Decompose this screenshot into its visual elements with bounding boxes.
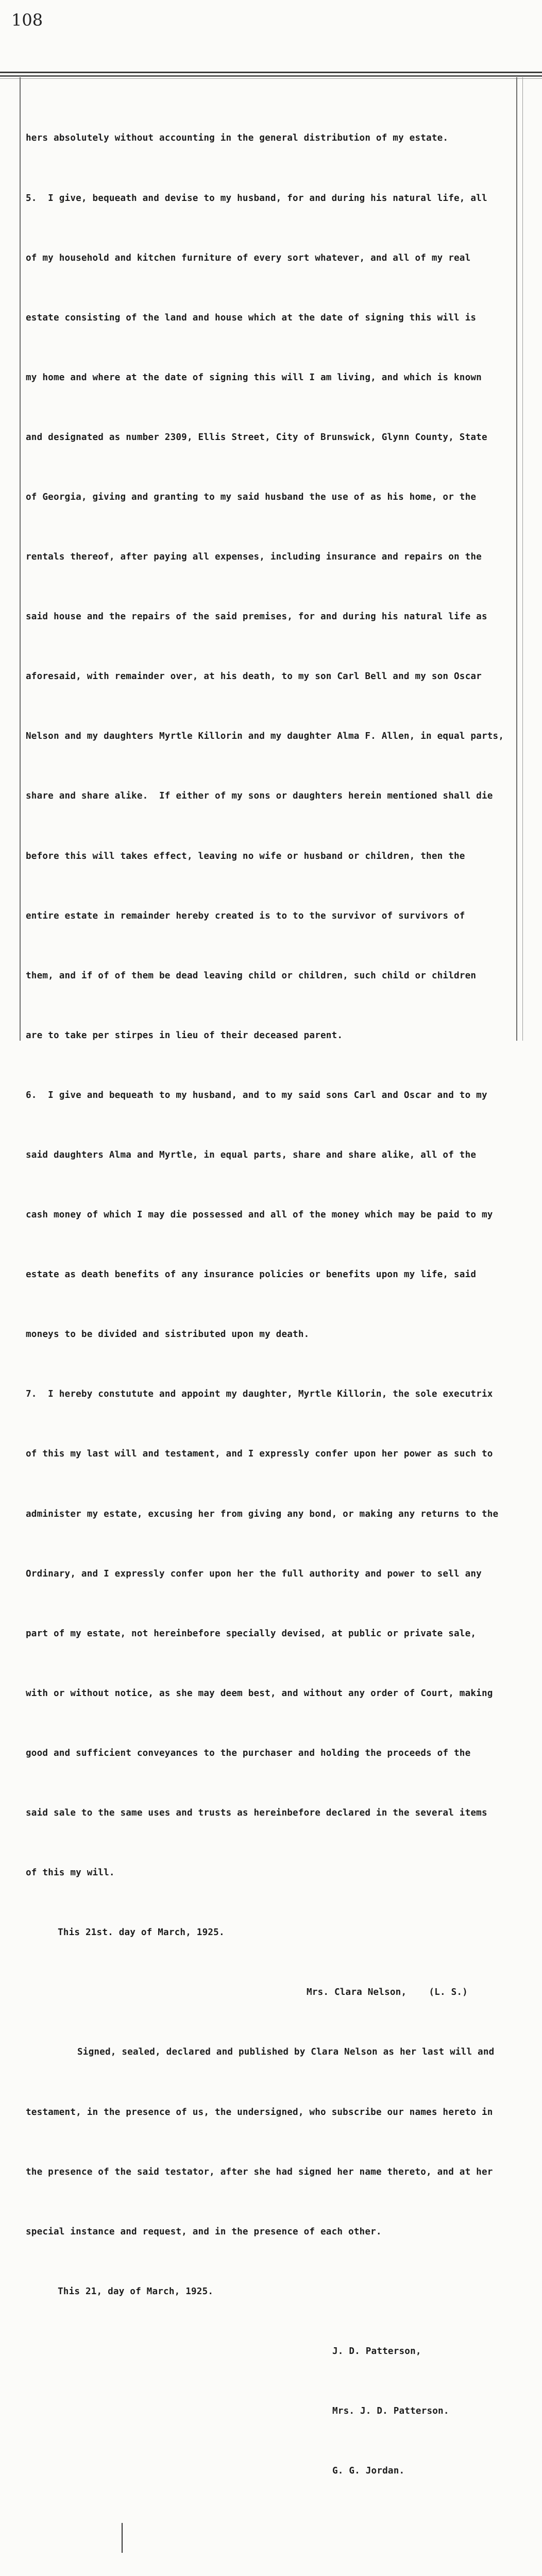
will-line: 7. I hereby constutute and appoint my daughter, Myrtle Killorin, the sole executrix — [26, 1389, 493, 1400]
will-date-line: This 21st. day of March, 1925. — [58, 1927, 225, 1938]
will-line: part of my estate, not hereinbefore specially devised, at public or private sale, — [26, 1628, 477, 1639]
header-rule — [0, 75, 542, 77]
attestation-date-line: This 21, day of March, 1925. — [58, 2286, 214, 2297]
attestation-line: testament, in the presence of us, the undersigned, who subscribe our names hereto in — [26, 2107, 493, 2117]
will-line: rentals thereof, after paying all expenses, including insurance and repairs on the — [26, 552, 482, 563]
will-line: aforesaid, with remainder over, at his death, to my son Carl Bell and my son Oscar — [26, 671, 482, 682]
will-line: share and share alike. If either of my sons or daughters herein mentioned shall die — [26, 791, 493, 802]
attestation-line: Signed, sealed, declared and published by Clara Nelson as her last will and — [77, 2047, 495, 2058]
header-rule — [0, 72, 542, 73]
will-line: of my household and kitchen furniture of every sort whatever, and all of my real — [26, 252, 471, 263]
will-line: estate consisting of the land and house which at the date of signing this will is — [26, 312, 477, 323]
attestation-line: the presence of the said testator, after she had signed her name thereto, and at her — [26, 2166, 493, 2177]
will-line: said house and the repairs of the said premises, for and during his natural life as — [26, 612, 487, 622]
venue-brace — [122, 2523, 123, 2553]
will-line: good and sufficient conveyances to the purchaser and holding the proceeds of the — [26, 1748, 471, 1758]
will-line: said daughters Alma and Myrtle, in equal parts, share and share alike, all of the — [26, 1150, 477, 1160]
will-line: hers absolutely without accounting in the general distribution of my estate. — [26, 133, 449, 144]
will-record-text — [26, 89, 528, 2576]
will-line: with or without notice, as she may deem best, and without any order of Court, making — [26, 1688, 493, 1699]
will-line: estate as death benefits of any insurance policies or benefits upon my life, said — [26, 1269, 477, 1280]
will-line: moneys to be divided and sistributed upon my death. — [26, 1329, 310, 1340]
attestation-line: special instance and request, and in the presence of each other. — [26, 2226, 382, 2237]
will-line: entire estate in remainder hereby created is to to the survivor of survivors of — [26, 910, 465, 921]
will-line: of this my will. — [26, 1868, 115, 1878]
page-number: 108 — [11, 10, 43, 30]
will-line: and designated as number 2309, Ellis Street, City of Brunswick, Glynn County, State — [26, 432, 487, 443]
witness-signature: G. G. Jordan. — [332, 2466, 405, 2477]
witness-signature: Mrs. J. D. Patterson. — [332, 2405, 449, 2416]
will-line: my home and where at the date of signing this will I am living, and which is known — [26, 372, 482, 383]
will-line: of this my last will and testament, and I expressly confer upon her power as such to — [26, 1449, 493, 1460]
header-rule — [0, 78, 542, 79]
will-line: of Georgia, giving and granting to my said husband the use of as his home, or the — [26, 492, 477, 502]
oath-block — [26, 2521, 528, 2576]
will-line: administer my estate, excusing her from giving any bond, or making any returns to the — [26, 1509, 499, 1519]
testator-signature: Mrs. Clara Nelson, (L. S.) — [307, 1987, 468, 1998]
will-line: Ordinary, and I expressly confer upon her the full authority and power to sell any — [26, 1568, 482, 1579]
will-line: before this will takes effect, leaving no wife or husband or children, then the — [26, 851, 465, 861]
witness-signature: J. D. Patterson, — [332, 2346, 421, 2357]
will-line: them, and if of of them be dead leaving child or children, such child or children — [26, 970, 477, 981]
will-line: 5. I give, bequeath and devise to my husband, for and during his natural life, all — [26, 193, 487, 204]
left-margin-line — [20, 77, 21, 1041]
will-line: 6. I give and bequeath to my husband, and to my said sons Carl and Oscar and to my — [26, 1090, 487, 1100]
will-line: are to take per stirpes in lieu of their deceased parent. — [26, 1030, 343, 1041]
will-line: Nelson and my daughters Myrtle Killorin and my daughter Alma F. Allen, in equal parts, — [26, 731, 504, 742]
will-line: said sale to the same uses and trusts as hereinbefore declared in the several items — [26, 1808, 487, 1819]
will-line: cash money of which I may die possessed and all of the money which may be paid to my — [26, 1210, 493, 1221]
